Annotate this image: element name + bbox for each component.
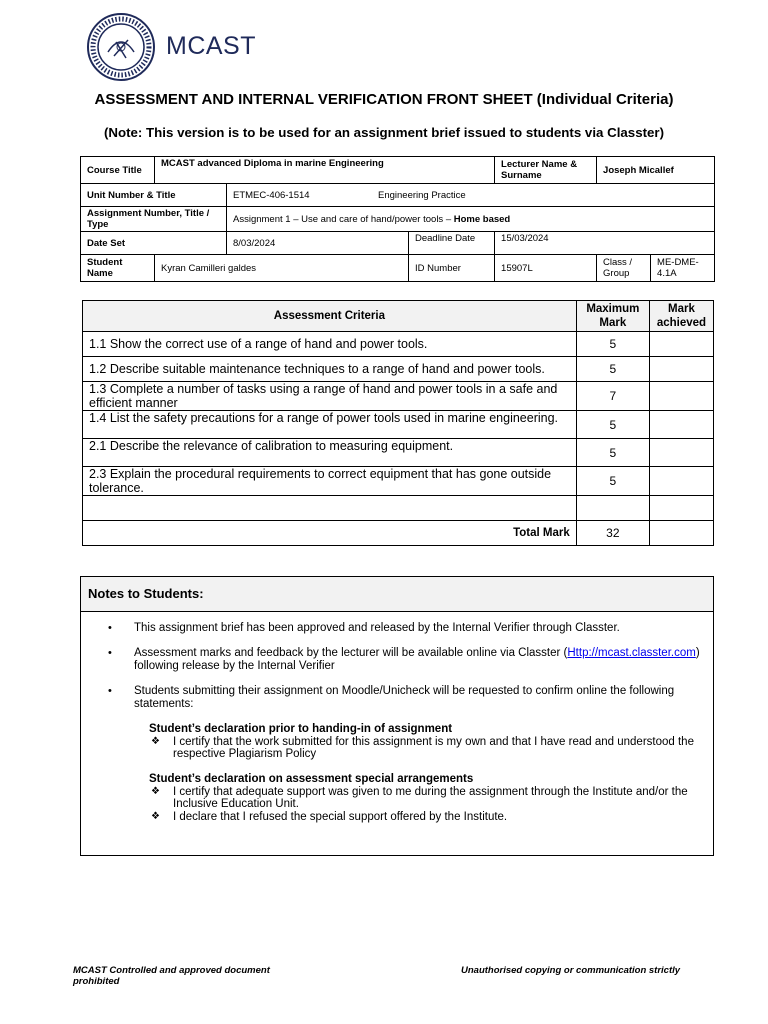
note-text: This assignment brief has been approved and released by the Internal Verifier through Classter. — [134, 622, 620, 634]
table-row — [83, 411, 714, 439]
table-row — [83, 496, 714, 521]
unit-label: Unit Number & Title — [81, 184, 227, 207]
criterion-achieved — [649, 357, 713, 382]
lecturer-value: Joseph Micallef — [597, 157, 715, 184]
deadline-label: Deadline Date — [409, 232, 495, 255]
student-label: Student Name — [81, 255, 155, 282]
note-text-post: ) following release by the Internal Verifier — [134, 647, 700, 672]
criterion-achieved — [649, 496, 713, 521]
criterion-text: 1.3 Complete a number of tasks using a range of hand and power tools in a safe and efficient manner — [83, 382, 577, 411]
assignment-type: Home based — [453, 213, 511, 225]
note-text-pre: Assessment marks and feedback by the lecturer will be available online via Classter ( — [134, 647, 568, 659]
criterion-max: 5 — [576, 332, 649, 357]
course-title-label: Course Title — [81, 157, 155, 184]
footer-right: Unauthorised copying or communication strictly — [461, 965, 681, 976]
table-row — [83, 332, 714, 357]
criterion-achieved — [649, 411, 713, 439]
page-title: ASSESSMENT AND INTERNAL VERIFICATION FRONT SHEET (Individual Criteria) — [94, 91, 674, 108]
criterion-achieved — [649, 467, 713, 496]
assignment-value — [227, 207, 715, 232]
date-set-value: 8/03/2024 — [227, 232, 409, 255]
class-label: Class / Group — [597, 255, 651, 282]
criterion-max: 5 — [576, 357, 649, 382]
criterion-text: 1.4 List the safety precautions for a range of power tools used in marine engineering. — [83, 411, 577, 439]
diamond-bullet-icon: ❖ — [151, 811, 160, 822]
table-row — [83, 357, 714, 382]
assignment-title: Assignment 1 – Use and care of hand/power tools – — [233, 213, 454, 225]
class-value: ME-DME-4.1A — [651, 255, 715, 282]
note-item — [108, 685, 704, 711]
assignment-label: Assignment Number, Title / Type — [81, 207, 227, 232]
criterion-max: 5 — [576, 439, 649, 467]
declaration-heading-2: Student’s declaration on assessment special arrangements — [149, 773, 474, 785]
unit-title: Engineering Practice — [378, 189, 466, 201]
note-text: Students submitting their assignment on Moodle/Unicheck will be requested to confirm online the following statements: — [134, 685, 675, 710]
criterion-achieved — [649, 382, 713, 411]
diamond-bullet-icon: ❖ — [151, 736, 160, 747]
total-mark-achieved — [649, 521, 713, 546]
id-value: 15907L — [495, 255, 597, 282]
lecturer-label: Lecturer Name & Surname — [495, 157, 597, 184]
declaration-text: I certify that the work submitted for this assignment is my own and that I have read and understood the respective Plagiarism Policy — [173, 736, 694, 760]
total-row — [83, 521, 714, 546]
criterion-text: 1.2 Describe suitable maintenance techniques to a range of hand and power tools. — [83, 357, 577, 382]
criterion-max — [576, 496, 649, 521]
student-value: Kyran Camilleri galdes — [155, 255, 409, 282]
classter-link[interactable]: Http://mcast.classter.com — [567, 647, 696, 659]
total-mark-label: Total Mark — [83, 521, 577, 546]
footer-left: MCAST Controlled and approved document prohibited — [73, 965, 270, 987]
declaration-item — [151, 736, 703, 760]
declaration-item — [151, 786, 703, 810]
diamond-bullet-icon: ❖ — [151, 786, 160, 797]
criterion-max: 7 — [576, 382, 649, 411]
course-title-value: MCAST advanced Diploma in marine Engineering — [155, 157, 495, 184]
notes-to-students-box — [80, 576, 714, 856]
declaration-item — [151, 811, 703, 823]
criterion-max: 5 — [576, 411, 649, 439]
unit-number: ETMEC-406-1514 — [233, 189, 310, 201]
bullet-icon: • — [108, 685, 112, 697]
bullet-icon: • — [108, 622, 112, 634]
note-item — [108, 622, 704, 635]
criterion-achieved — [649, 332, 713, 357]
notes-heading: Notes to Students: — [81, 577, 713, 612]
bullet-icon: • — [108, 647, 112, 659]
unit-value — [227, 184, 715, 207]
table-row — [83, 467, 714, 496]
total-mark-value: 32 — [576, 521, 649, 546]
declaration-heading-1: Student’s declaration prior to handing-in of assignment — [149, 723, 453, 735]
criterion-text — [83, 496, 577, 521]
date-set-label: Date Set — [81, 232, 227, 255]
criterion-max: 5 — [576, 467, 649, 496]
declaration-text: I certify that adequate support was given to me during the assignment through the Institute and/or the Inclusive Education Unit. — [173, 786, 688, 810]
table-row — [83, 439, 714, 467]
criterion-text: 2.1 Describe the relevance of calibration to measuring equipment. — [83, 439, 577, 467]
criterion-text: 2.3 Explain the procedural requirements to correct equipment that has gone outside tolerance. — [83, 467, 577, 496]
mark-achieved-header: Mark achieved — [649, 301, 713, 332]
table-row — [83, 382, 714, 411]
assessment-criteria-table — [82, 300, 714, 546]
note-item — [108, 647, 704, 673]
criterion-achieved — [649, 439, 713, 467]
deadline-value: 15/03/2024 — [495, 232, 715, 255]
logo-wordmark: MCAST — [166, 32, 256, 60]
id-label: ID Number — [409, 255, 495, 282]
page-subtitle-note: (Note: This version is to be used for an assignment brief issued to students via Classter) — [103, 125, 665, 140]
criterion-text: 1.1 Show the correct use of a range of hand and power tools. — [83, 332, 577, 357]
criteria-header: Assessment Criteria — [83, 301, 577, 332]
max-mark-header: Maximum Mark — [576, 301, 649, 332]
mcast-seal-logo — [86, 12, 156, 82]
declaration-text: I declare that I refused the special support offered by the Institute. — [173, 811, 508, 823]
assignment-info-table — [80, 156, 715, 282]
